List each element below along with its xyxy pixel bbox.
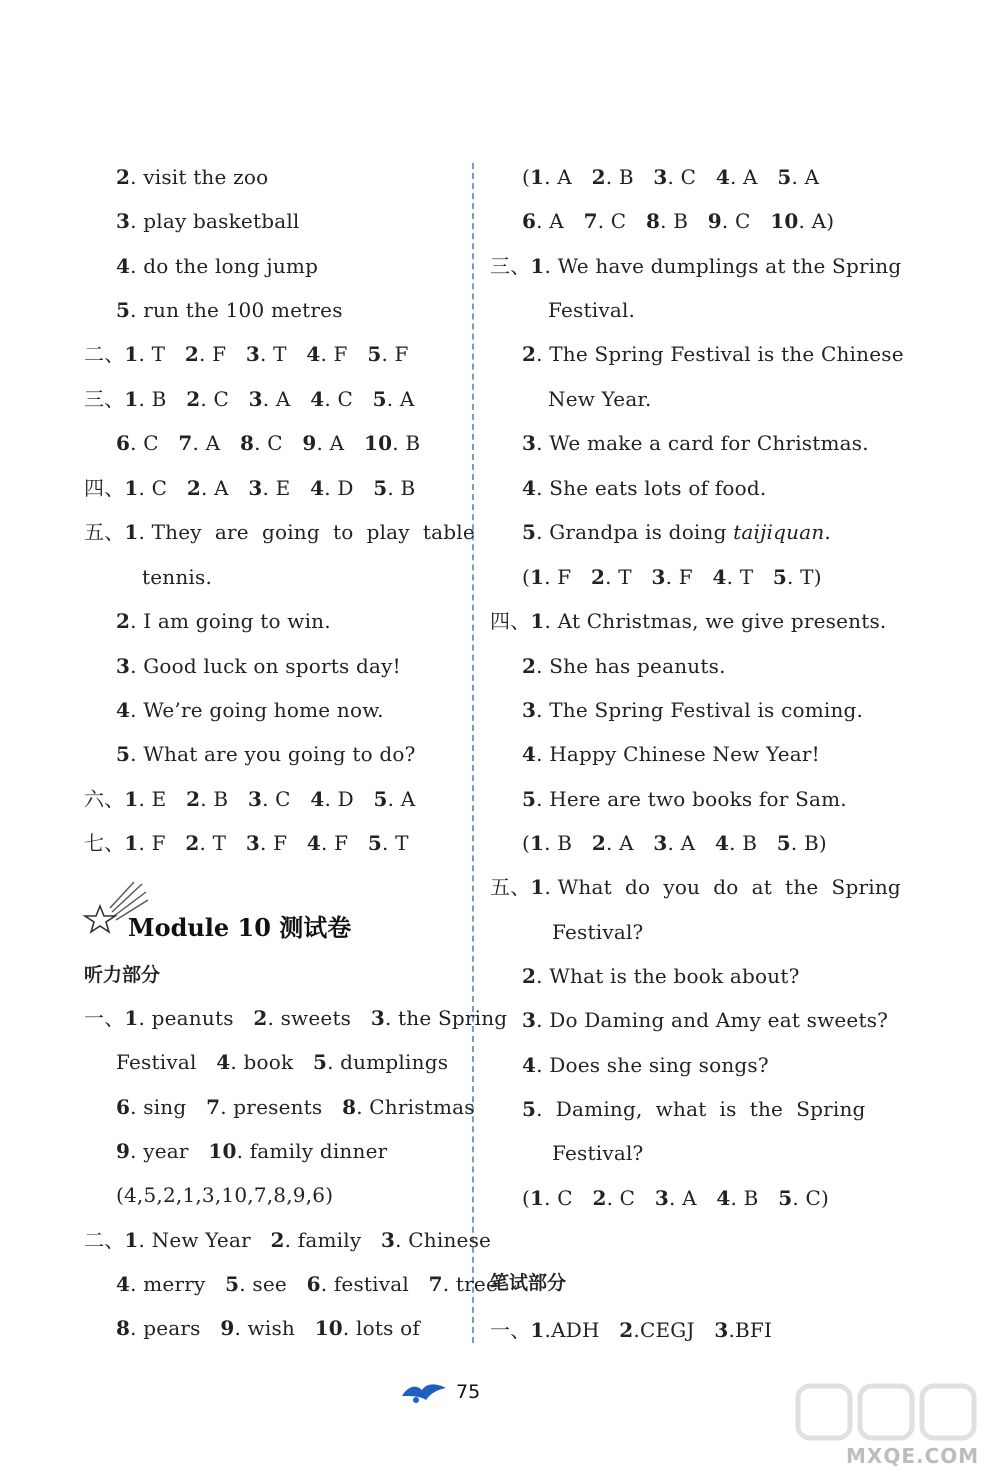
left-answer-line: 6. C 7. A 8. C 9. A 10. B bbox=[116, 431, 421, 455]
right-answer-line: 4. Happy Chinese New Year! bbox=[522, 742, 820, 766]
right-answer-line: 5. Daming, what is the Spring bbox=[522, 1097, 866, 1121]
right-answer-line: 4. She eats lots of food. bbox=[522, 476, 767, 500]
writing-heading: 笔试部分 bbox=[490, 1272, 567, 1294]
right-answer-line: 5. Grandpa is doing taijiquan. bbox=[522, 520, 831, 544]
left-answer-line: 5. What are you going to do? bbox=[116, 742, 416, 766]
left-answer-line: 9. year 10. family dinner bbox=[116, 1139, 388, 1163]
right-answer-line: (1. B 2. A 3. A 4. B 5. B) bbox=[522, 831, 827, 855]
right-answer-line: Festival. bbox=[548, 298, 636, 322]
right-answer-line: (1. A 2. B 3. C 4. A 5. A bbox=[522, 165, 820, 189]
right-answer-line: 四、1. At Christmas, we give presents. bbox=[490, 609, 887, 633]
left-answer-line: (4,5,2,1,3,10,7,8,9,6) bbox=[116, 1183, 334, 1207]
right-answer-line: 2. She has peanuts. bbox=[522, 654, 726, 678]
left-answer-line: 4. do the long jump bbox=[116, 254, 319, 278]
module-title: Module 10 测试卷 bbox=[128, 913, 352, 942]
left-answer-line: 5. run the 100 metres bbox=[116, 298, 343, 322]
right-answer-line: 五、1. What do you do at the Spring bbox=[490, 875, 901, 899]
left-answer-line: 一、1. peanuts 2. sweets 3. the Spring bbox=[84, 1006, 508, 1030]
right-answer-line: 三、1. We have dumplings at the Spring bbox=[490, 254, 902, 278]
left-answer-line: Festival 4. book 5. dumplings bbox=[116, 1050, 449, 1074]
left-answer-line: 六、1. E 2. B 3. C 4. D 5. A bbox=[84, 787, 416, 811]
right-answer-line: 5. Here are two books for Sam. bbox=[522, 787, 847, 811]
column-divider bbox=[472, 163, 474, 1343]
right-answer-line: (1. C 2. C 3. A 4. B 5. C) bbox=[522, 1186, 829, 1210]
watermark-text: MXQE.COM bbox=[846, 1444, 980, 1468]
left-answer-line: 2. visit the zoo bbox=[116, 165, 269, 189]
right-answer-line: 6. A 7. C 8. B 9. C 10. A) bbox=[522, 209, 835, 233]
right-answer-line: Festival? bbox=[552, 920, 644, 944]
page-number: 75 bbox=[456, 1381, 481, 1403]
left-answer-line: 8. pears 9. wish 10. lots of bbox=[116, 1316, 420, 1340]
right-answer-line: 2. The Spring Festival is the Chinese bbox=[522, 342, 904, 366]
left-answer-line: 3. play basketball bbox=[116, 209, 300, 233]
listening-heading: 听力部分 bbox=[84, 964, 161, 986]
left-answer-line: 三、1. B 2. C 3. A 4. C 5. A bbox=[84, 387, 415, 411]
left-answer-line: 二、1. New Year 2. family 3. Chinese bbox=[84, 1228, 492, 1252]
right-answer-line: 一、1.ADH 2.CEGJ 3.BFI bbox=[490, 1318, 773, 1342]
right-answer-line: 3. Do Daming and Amy eat sweets? bbox=[522, 1008, 889, 1032]
left-answer-line: 2. I am going to win. bbox=[116, 609, 331, 633]
left-answer-line: 七、1. F 2. T 3. F 4. F 5. T bbox=[84, 831, 409, 855]
right-answer-line: 3. We make a card for Christmas. bbox=[522, 431, 869, 455]
left-answer-line: tennis. bbox=[142, 565, 213, 589]
right-answer-line: 3. The Spring Festival is coming. bbox=[522, 698, 864, 722]
bird-icon bbox=[400, 1380, 448, 1406]
left-answer-line: 二、1. T 2. F 3. T 4. F 5. F bbox=[84, 342, 409, 366]
left-answer-line: 五、1. They are going to play table bbox=[84, 520, 475, 544]
right-answer-line: (1. F 2. T 3. F 4. T 5. T) bbox=[522, 565, 822, 589]
left-answer-line: 四、1. C 2. A 3. E 4. D 5. B bbox=[84, 476, 416, 500]
right-answer-line: New Year. bbox=[548, 387, 652, 411]
right-answer-line: 4. Does she sing songs? bbox=[522, 1053, 769, 1077]
left-answer-line: 3. Good luck on sports day! bbox=[116, 654, 401, 678]
right-answer-line: Festival? bbox=[552, 1141, 644, 1165]
right-answer-line: 2. What is the book about? bbox=[522, 964, 800, 988]
left-answer-line: 4. We’re going home now. bbox=[116, 698, 384, 722]
left-answer-line: 4. merry 5. see 6. festival 7. tree bbox=[116, 1272, 498, 1296]
left-answer-line: 6. sing 7. presents 8. Christmas bbox=[116, 1095, 475, 1119]
